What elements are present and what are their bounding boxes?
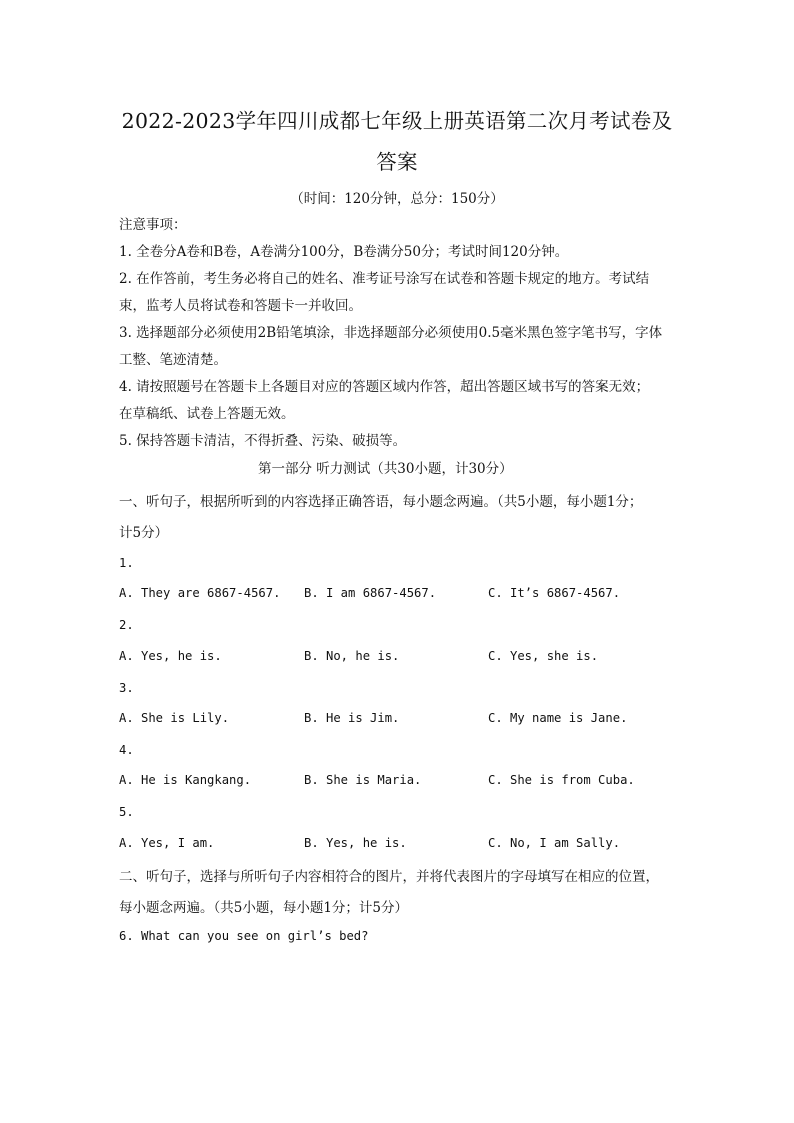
notice-4: 4. 请按照题号在答题卡上各题目对应的答题区域内作答，超出答题区域书写的答案无效； [119,379,650,395]
notice-3: 3. 选择题部分必须使用2B铅笔填涂，非选择题部分必须使用0.5毫米黑色签字笔书写，字体 [119,325,663,341]
question-number: 1. [119,556,134,570]
notice-5: 5. 保持答题卡清洁，不得折叠、污染、破损等。 [119,433,407,449]
notice-1: 1. 全卷分A卷和B卷，A卷满分100分，B卷满分50分；考试时间120分钟。 [119,244,569,260]
question-6: 6. What can you see on girl’s bed? [119,929,369,943]
notice-4-cont: 在草稿纸、试卷上答题无效。 [119,406,295,422]
option-c: C. No, I am Sally. [488,836,621,850]
section2-instruction: 二、听句子，选择与所听句子内容相符合的图片，并将代表图片的字母填写在相应的位置， [119,869,659,885]
question-number: 2. [119,618,134,632]
option-a: A. He is Kangkang. [119,773,252,787]
option-c: C. It’s 6867-4567. [488,586,621,600]
option-a: A. She is Lily. [119,711,230,725]
notice-3-cont: 工整、笔迹清楚。 [119,352,227,368]
option-c: C. She is from Cuba. [488,773,635,787]
option-b: B. He is Jim. [304,711,400,725]
notice-2-cont: 束，监考人员将试卷和答题卡一并收回。 [119,298,362,314]
option-b: B. Yes, he is. [304,836,407,850]
option-a: A. They are 6867-4567. [119,586,281,600]
option-a: A. Yes, he is. [119,649,222,663]
option-b: B. She is Maria. [304,773,422,787]
option-b: B. I am 6867-4567. [304,586,437,600]
exam-title-line1: 2022-2023学年四川成都七年级上册英语第二次月考试卷及 [121,109,673,133]
notice-heading: 注意事项： [119,217,187,233]
option-c: C. Yes, she is. [488,649,599,663]
section1-instruction: 一、听句子，根据所听到的内容选择正确答语，每小题念两遍。（共5小题，每小题1分； [119,494,643,510]
question-number: 3. [119,681,134,695]
exam-meta: （时间：120分钟，总分：150分） [290,191,504,207]
exam-title-line2: 答案 [376,150,418,174]
question-number: 4. [119,743,134,757]
question-number: 5. [119,805,134,819]
section1-instruction-cont: 计5分） [119,525,169,541]
option-a: A. Yes, I am. [119,836,215,850]
section2-instruction-cont: 每小题念两遍。（共5小题，每小题1分；计5分） [119,900,409,916]
notice-2: 2. 在作答前，考生务必将自己的姓名、准考证号涂写在试卷和答题卡规定的地方。考试结 [119,271,650,287]
option-b: B. No, he is. [304,649,400,663]
part1-heading: 第一部分 听力测试（共30小题，计30分） [258,461,513,477]
option-c: C. My name is Jane. [488,711,628,725]
